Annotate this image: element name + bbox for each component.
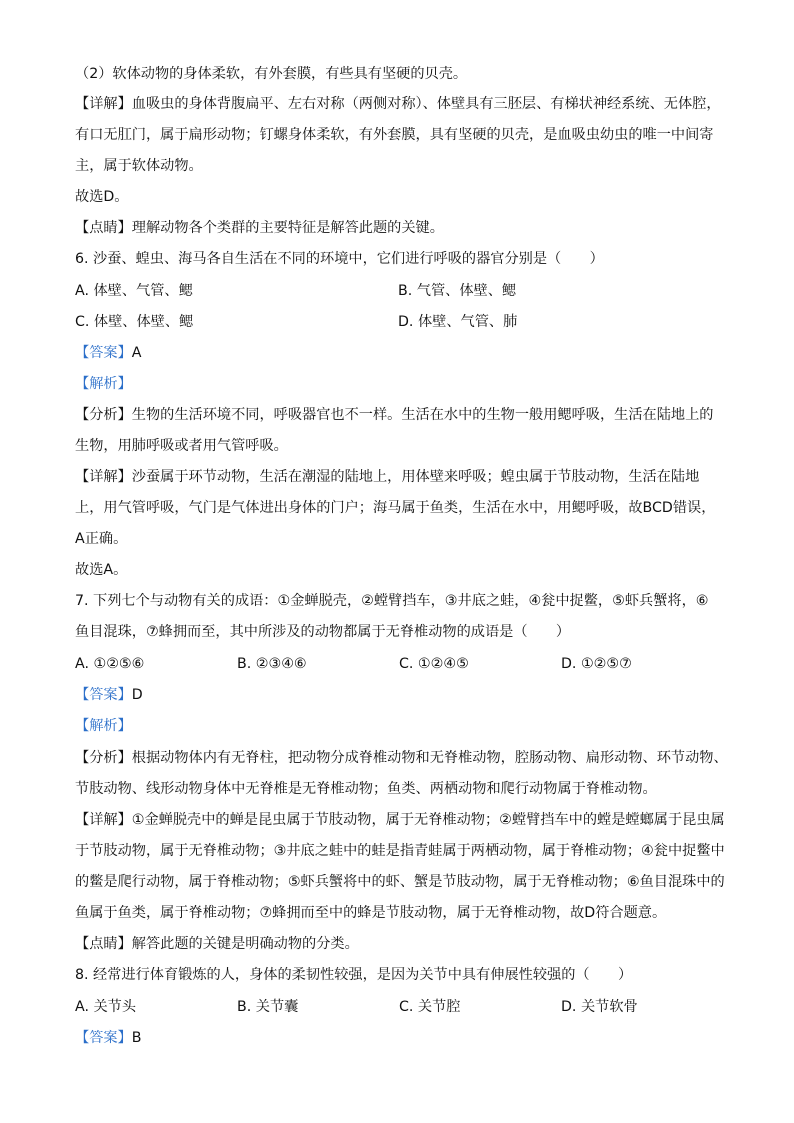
q6-option-a: A. 体壁、气管、鳃 xyxy=(75,283,193,299)
text-line: A正确。 xyxy=(75,531,128,547)
text-line: 【点睛】理解动物各个类群的主要特征是解答此题的关键。 xyxy=(75,220,444,236)
q7-option-d: D. ①②⑤⑦ xyxy=(561,656,632,672)
q6-analysis-tag: 【解析】 xyxy=(75,376,132,392)
answer-tag: 【答案】 xyxy=(75,687,132,703)
q8-option-a: A. 关节头 xyxy=(75,999,137,1015)
q8-option-b: B. 关节囊 xyxy=(237,999,299,1015)
question-7-stem: 7. 下列七个与动物有关的成语：①金蝉脱壳，②螳臂挡车，③井底之蛙，④瓮中捉鳖，⑤虾兵蟹将，⑥ xyxy=(75,593,709,609)
text-line: 节肢动物、线形动物身体中无脊椎是无脊椎动物；鱼类、两栖动物和爬行动物属于脊椎动物。 xyxy=(75,781,657,797)
text-line: 【详解】沙蚕属于环节动物，生活在潮湿的陆地上，用体壁来呼吸；蝗虫属于节肢动物，生活在陆地 xyxy=(75,469,700,485)
text-line: 主，属于软体动物。 xyxy=(75,158,203,174)
text-line: 【分析】生物的生活环境不同，呼吸器官也不一样。生活在水中的生物一般用鳃呼吸，生活在陆地上的 xyxy=(75,407,714,423)
text-line: 的鳖是爬行动物，属于脊椎动物；⑤虾兵蟹将中的虾、蟹是节肢动物，属于无脊椎动物；⑥鱼目混珠中的 xyxy=(75,874,725,890)
q6-answer xyxy=(75,343,141,363)
question-8-stem: 8. 经常进行体育锻炼的人，身体的柔韧性较强，是因为关节中具有伸展性较强的（ ） xyxy=(75,967,633,983)
text-line: （2）软体动物的身体柔软，有外套膜，有些具有坚硬的贝壳。 xyxy=(75,66,468,82)
answer-value: D xyxy=(131,687,143,703)
text-line: 鱼属于鱼类，属于脊椎动物；⑦蜂拥而至中的蜂是节肢动物，属于无脊椎动物，故D符合题意。 xyxy=(75,905,667,921)
q8-answer xyxy=(75,1028,142,1048)
q6-option-b: B. 气管、体壁、鳃 xyxy=(398,283,517,299)
text-line: 【详解】血吸虫的身体背腹扁平、左右对称（两侧对称）、体壁具有三胚层、有梯状神经系统、无体腔， xyxy=(75,96,721,112)
text-line: 【点睛】解答此题的关键是明确动物的分类。 xyxy=(75,936,359,952)
text-line: 【分析】根据动物体内有无脊柱，把动物分成脊椎动物和无脊椎动物，腔肠动物、扁形动物、环节动物、 xyxy=(75,750,728,766)
text-line: 【详解】①金蝉脱壳中的蝉是昆虫属于节肢动物，属于无脊椎动物；②螳臂挡车中的螳是螳螂属于昆虫属 xyxy=(75,812,725,828)
q8-option-c: C. 关节腔 xyxy=(399,999,461,1015)
q7-option-b: B. ②③④⑥ xyxy=(237,656,307,672)
answer-tag: 【答案】 xyxy=(75,1030,132,1046)
answer-value: A xyxy=(131,345,142,361)
question-6-stem: 6. 沙蚕、蝗虫、海马各自生活在不同的环境中，它们进行呼吸的器官分别是（ ） xyxy=(75,251,604,267)
answer-tag: 【答案】 xyxy=(75,345,132,361)
q7-option-a: A. ①②⑤⑥ xyxy=(75,656,145,672)
q7-answer xyxy=(75,685,143,705)
text-line: 故选D。 xyxy=(75,189,129,205)
question-7-stem: 鱼目混珠，⑦蜂拥而至，其中所涉及的动物都属于无脊椎动物的成语是（ ） xyxy=(75,624,571,640)
q7-analysis-tag: 【解析】 xyxy=(75,718,132,734)
q8-option-d: D. 关节软骨 xyxy=(561,999,638,1015)
text-line: 上，用气管呼吸，气门是气体进出身体的门户；海马属于鱼类，生活在水中，用鳃呼吸，故BCD错误， xyxy=(75,500,716,516)
text-line: 故选A。 xyxy=(75,562,128,578)
text-line: 于节肢动物，属于无脊椎动物；③井底之蛙中的蛙是指青蛙属于两栖动物，属于脊椎动物；④瓮中捉鳖中 xyxy=(75,843,725,859)
q6-option-c: C. 体壁、体壁、鳃 xyxy=(75,314,194,330)
q6-option-d: D. 体壁、气管、肺 xyxy=(398,314,518,330)
text-line: 生物，用肺呼吸或者用气管呼吸。 xyxy=(75,438,288,454)
q7-option-c: C. ①②④⑤ xyxy=(399,656,469,672)
answer-value: B xyxy=(131,1030,142,1046)
text-line: 有口无肛门，属于扁形动物；钉螺身体柔软，有外套膜，具有坚硬的贝壳，是血吸虫幼虫的唯一中间寄 xyxy=(75,127,714,143)
